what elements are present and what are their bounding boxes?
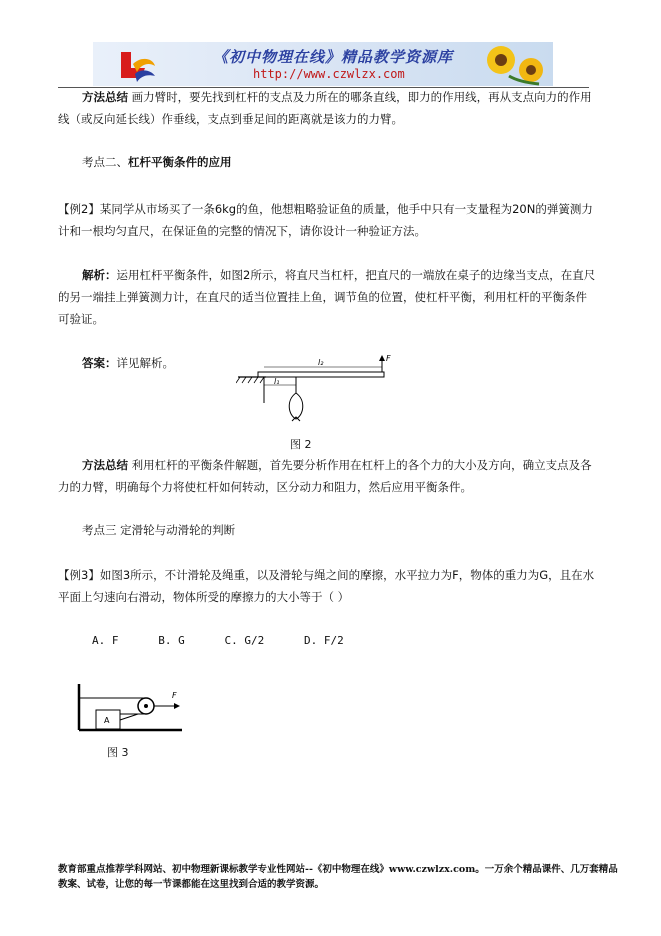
label-f2: F (386, 355, 391, 363)
choice-b[interactable]: B. G (158, 634, 185, 647)
figure-3-pulley-diagram (76, 682, 186, 734)
site-title: 《初中物理在线》精品教学资源库 (213, 48, 454, 66)
section-heading-3 (82, 519, 622, 541)
example-3-text: 【例3】如图3所示，不计滑轮及绳重，以及滑轮与绳之间的摩擦，水平拉力为F，物体的重力为G，且在水平面上匀速向右滑动，物体所受的摩擦力的大小等于（ ） (58, 568, 595, 604)
block-a-label: A (104, 716, 110, 725)
answer-line (82, 352, 232, 374)
section-title: 杠杆平衡条件的应用 (128, 155, 232, 169)
site-logo-icon (111, 46, 159, 84)
analysis-text: 运用杠杆平衡条件，如图2所示，将直尺当杠杆，把直尺的一端放在桌子的边缘当支点，在直尺的另一端挂上弹簧测力计，在直尺的适当位置挂上鱼，调节鱼的位置，使杠杆平衡，利用杠杆的平衡条件可验证。 (58, 268, 596, 326)
footer-note: 教育部重点推荐学科网站、初中物理新课标教学专业性网站--《初中物理在线》www.czwlzx.com。一万余个精品课件、几万套精品教案、试卷，让您的每一节课都能在这里找到合适的教学资源。 (58, 864, 618, 890)
site-url[interactable]: http://www.czwlzx.com (253, 67, 405, 81)
method-summary-text: 画力臂时，要先找到杠杆的支点及力所在的哪条直线，即力的作用线，再从支点向力的作用线（或反向延长线）作垂线，支点到垂足间的距离就是该力的力臂。 (58, 90, 592, 126)
figure-2-caption: 图 2 (290, 438, 312, 451)
example-2-text: 【例2】某同学从市场买了一条6kg的鱼，他想粗略验证鱼的质量，他手中只有一支量程为20N的弹簧测力计和一根均匀直尺，在保证鱼的完整的情况下，请你设计一种验证方法。 (58, 202, 593, 238)
choice-c[interactable]: C. G/2 (224, 634, 265, 647)
figure-3-caption: 图 3 (107, 746, 129, 759)
section-heading-2 (82, 151, 622, 173)
label-l2: l₂ (318, 358, 324, 367)
method-summary-2-text: 利用杠杆的平衡条件解题，首先要分析作用在杠杆上的各个力的大小及方向，确立支点及各力的力臂，明确每个力将使杠杆如何转动，区分动力和阻力，然后应用平衡条件。 (58, 458, 592, 494)
example-3 (58, 564, 598, 608)
sunflower-icon (479, 42, 549, 86)
section-3-title: 考点三 定滑轮与动滑轮的判断 (82, 523, 236, 537)
label-f3: F (172, 691, 177, 700)
example-2 (58, 198, 598, 242)
header-banner (93, 42, 553, 86)
answer-choices (92, 634, 344, 647)
method-summary-2-label: 方法总结 (82, 458, 128, 472)
analysis-label: 解析： (82, 268, 117, 282)
method-summary-1 (58, 86, 598, 130)
method-summary-label: 方法总结 (82, 90, 128, 104)
method-summary-2 (58, 454, 598, 498)
answer-label: 答案： (82, 356, 117, 370)
answer-text: 详见解析。 (116, 356, 174, 370)
section-prefix: 考点二、 (82, 155, 128, 169)
figure-2-lever-diagram (236, 355, 396, 430)
choice-d[interactable]: D. F/2 (304, 634, 344, 647)
analysis-paragraph (58, 264, 598, 330)
label-l1: l₁ (274, 377, 280, 386)
choice-a[interactable]: A. F (92, 634, 119, 647)
